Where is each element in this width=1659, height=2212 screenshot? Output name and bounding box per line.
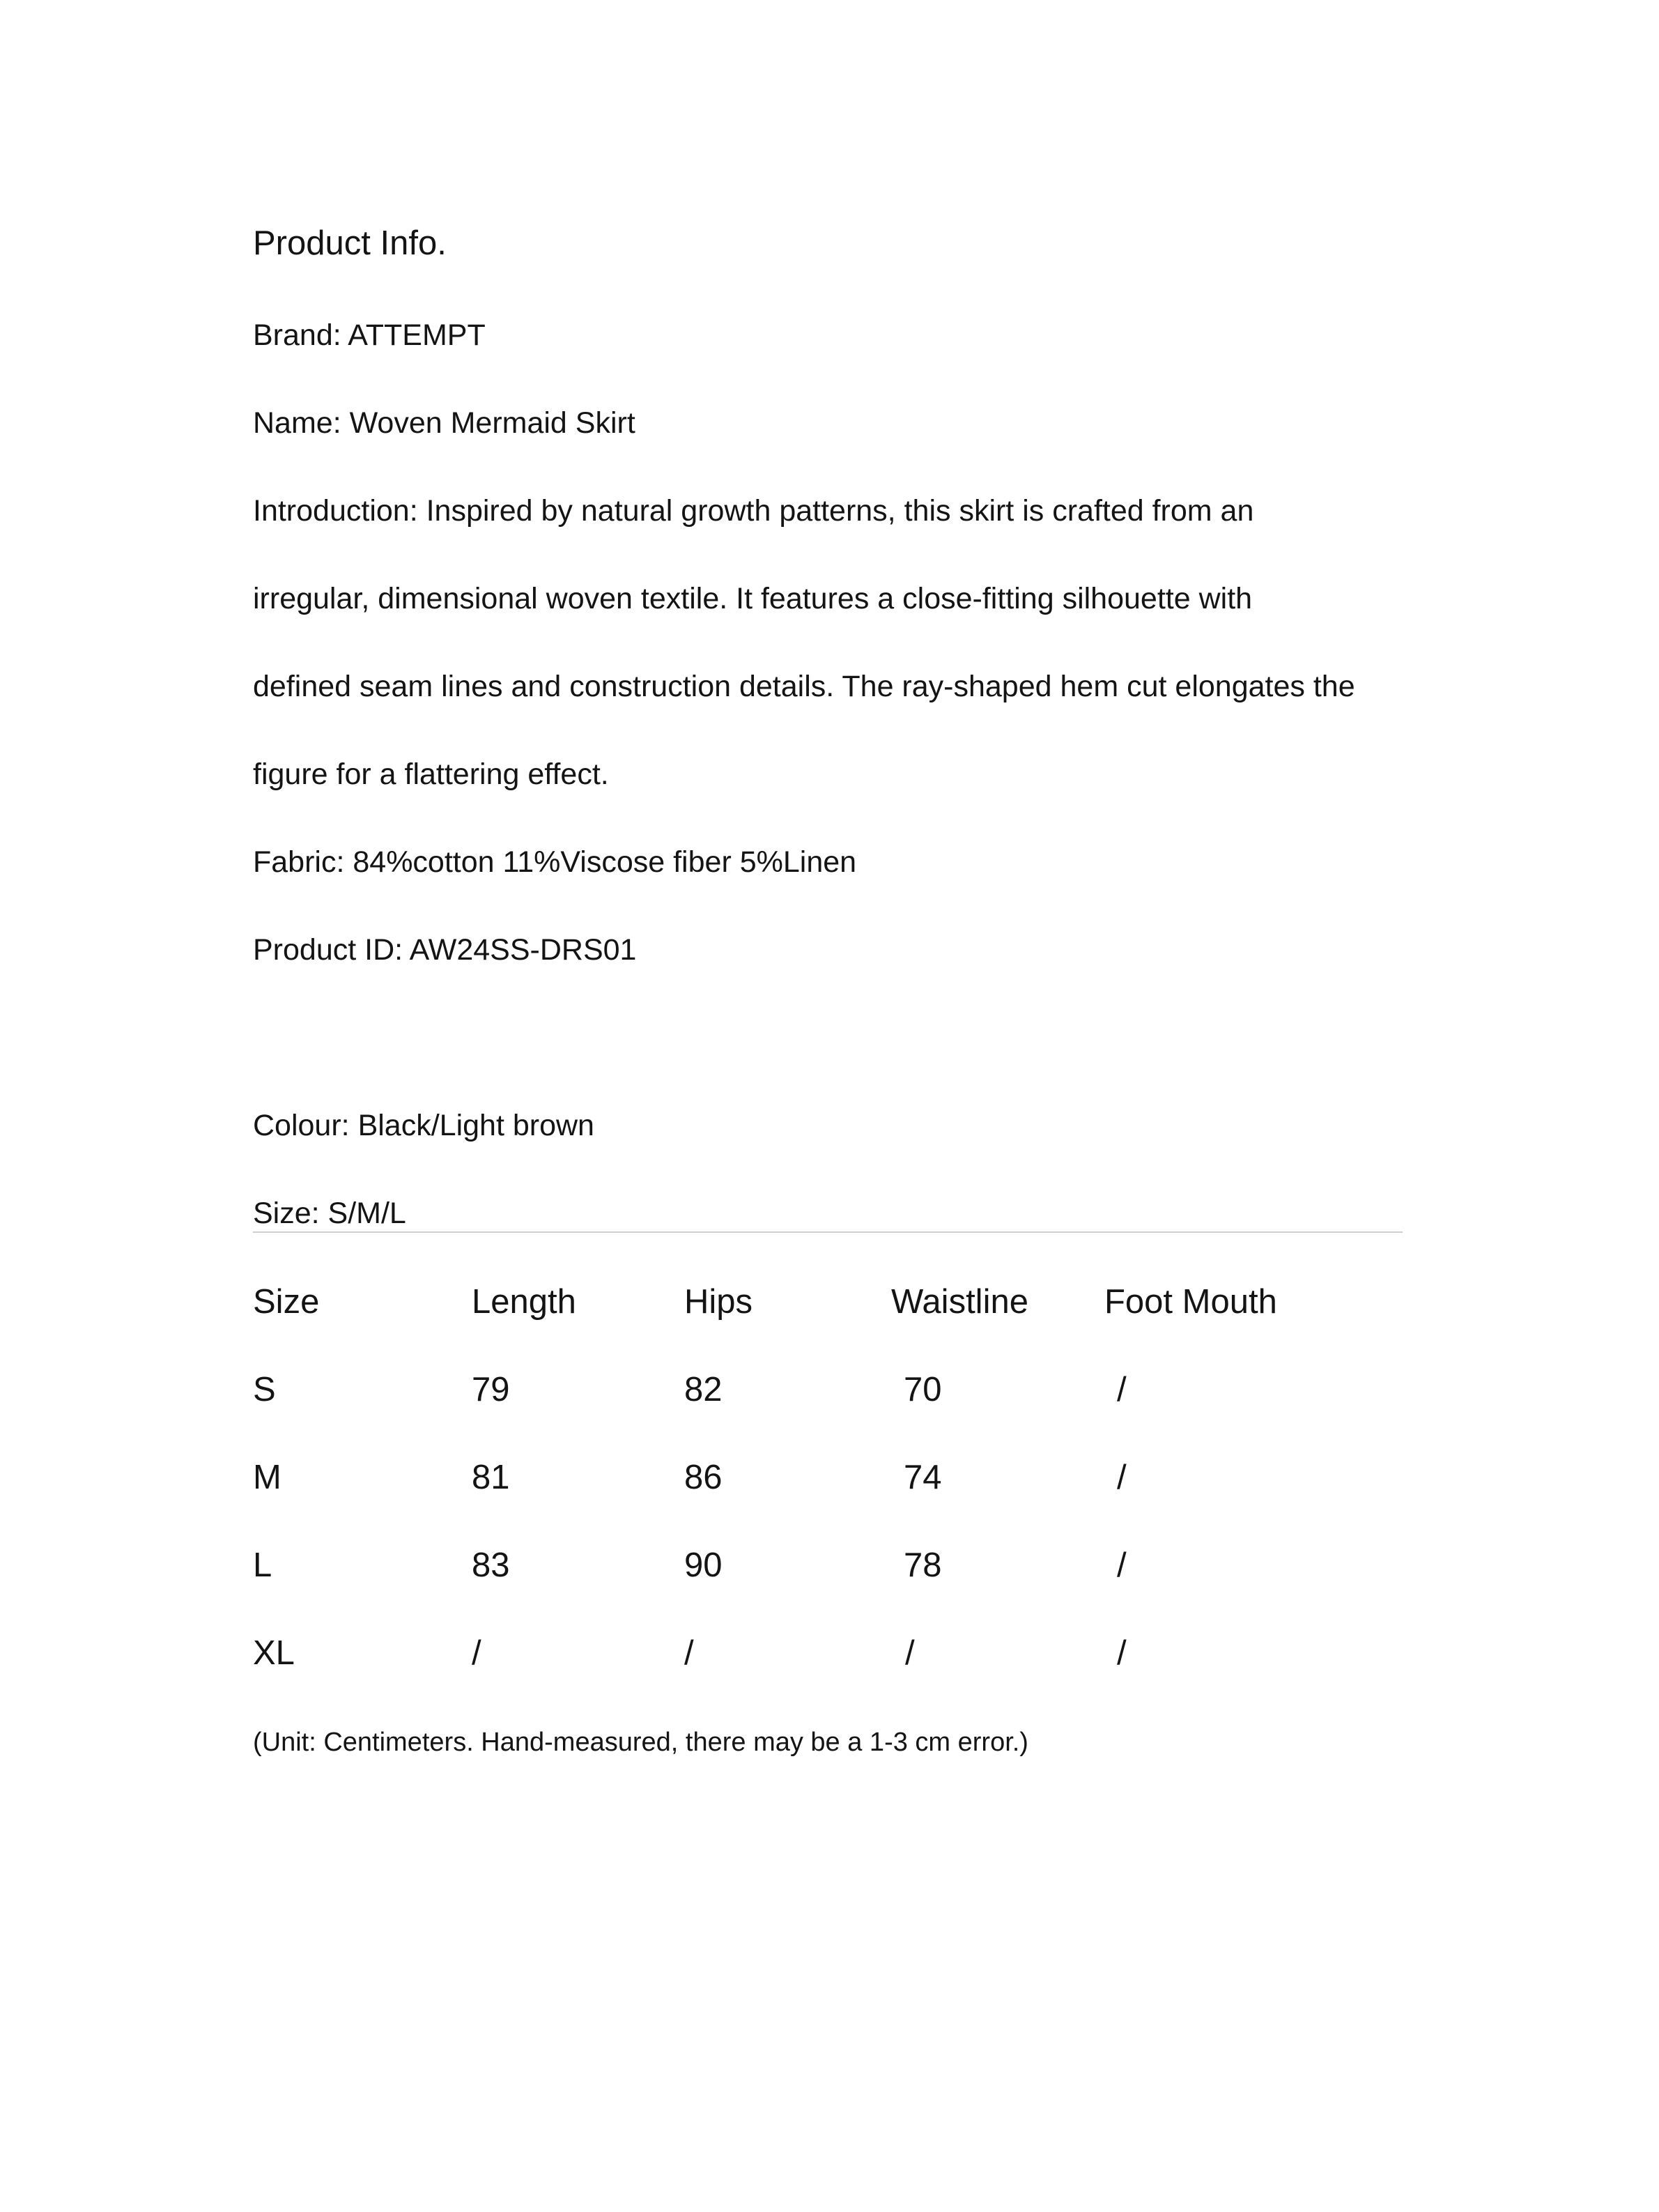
header-length: Length bbox=[472, 1283, 576, 1321]
table-row bbox=[253, 1537, 1403, 1625]
introduction-line-3: defined seam lines and construction details. The ray-shaped hem cut elongates the bbox=[253, 670, 1355, 703]
foot-mouth-cell: / bbox=[1117, 1634, 1127, 1672]
name-line: Name: Woven Mermaid Skirt bbox=[253, 406, 635, 440]
measurement-note: (Unit: Centimeters. Hand-measured, there may be a 1-3 cm error.) bbox=[253, 1728, 1028, 1757]
introduction-line-4: figure for a flattering effect. bbox=[253, 758, 609, 791]
page-title: Product Info. bbox=[253, 224, 447, 262]
waistline-cell: 78 bbox=[904, 1546, 942, 1584]
hips-cell: 86 bbox=[684, 1459, 723, 1496]
waistline-cell: 70 bbox=[904, 1371, 942, 1408]
table-row bbox=[253, 1625, 1403, 1713]
size-line: Size: S/M/L bbox=[253, 1197, 406, 1230]
length-cell: / bbox=[472, 1634, 481, 1672]
hips-cell: / bbox=[684, 1634, 694, 1672]
length-cell: 83 bbox=[472, 1546, 510, 1584]
waistline-cell: 74 bbox=[904, 1459, 942, 1496]
size-cell: S bbox=[253, 1371, 276, 1408]
table-row bbox=[253, 1362, 1403, 1450]
foot-mouth-cell: / bbox=[1117, 1459, 1127, 1496]
introduction-line-1: Introduction: Inspired by natural growth patterns, this skirt is crafted from an bbox=[253, 494, 1254, 528]
size-cell: XL bbox=[253, 1634, 295, 1672]
brand-line: Brand: ATTEMPT bbox=[253, 318, 486, 352]
fabric-line: Fabric: 84%cotton 11%Viscose fiber 5%Linen bbox=[253, 845, 857, 879]
introduction-line-2: irregular, dimensional woven textile. It features a close-fitting silhouette with bbox=[253, 582, 1253, 615]
divider bbox=[253, 1231, 1403, 1233]
table-row bbox=[253, 1450, 1403, 1537]
foot-mouth-cell: / bbox=[1117, 1371, 1127, 1408]
colour-line: Colour: Black/Light brown bbox=[253, 1109, 594, 1142]
hips-cell: 90 bbox=[684, 1546, 723, 1584]
hips-cell: 82 bbox=[684, 1371, 723, 1408]
header-foot-mouth: Foot Mouth bbox=[1104, 1283, 1277, 1321]
size-cell: L bbox=[253, 1546, 272, 1584]
header-size: Size bbox=[253, 1283, 320, 1321]
waistline-cell: / bbox=[905, 1634, 915, 1672]
size-table bbox=[253, 1274, 1403, 1713]
size-cell: M bbox=[253, 1459, 281, 1496]
size-table-header bbox=[253, 1274, 1403, 1362]
length-cell: 81 bbox=[472, 1459, 510, 1496]
header-hips: Hips bbox=[684, 1283, 753, 1321]
product-id-line: Product ID: AW24SS-DRS01 bbox=[253, 933, 637, 967]
foot-mouth-cell: / bbox=[1117, 1546, 1127, 1584]
header-waistline: Waistline bbox=[891, 1283, 1028, 1321]
length-cell: 79 bbox=[472, 1371, 510, 1408]
